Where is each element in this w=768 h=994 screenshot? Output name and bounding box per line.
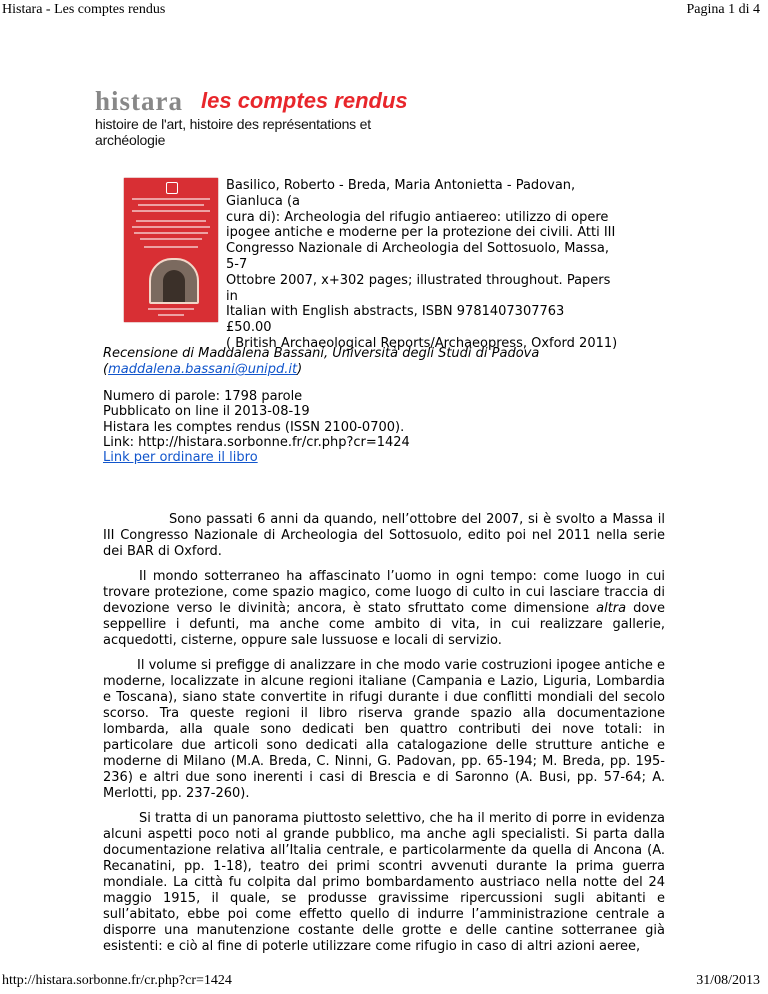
issn-line: Histara les comptes rendus (ISSN 2100-0700). <box>103 419 405 435</box>
book-line: ipogee antiche e moderne per la protezione dei civili. Atti III <box>226 225 616 241</box>
book-bibliographic-info <box>226 178 626 352</box>
logo-histara-word: histara <box>95 86 183 116</box>
cover-arch-photo <box>149 258 199 304</box>
reviewer-email-link[interactable]: maddalena.bassani@unipd.it <box>108 362 298 377</box>
logo-tagline: histoire de l'art, histoire des représentations et archéologie <box>95 116 371 148</box>
book-publisher: ( British Archaeological Reports/Archaeopress, Oxford 2011) <box>226 335 618 351</box>
print-header-page-number: Pagina 1 di 4 <box>686 2 760 17</box>
paragraph: Sono passati 6 anni da quando, nell’ottobre del 2007, si è svolto a Massa il III Congresso Nazionale di Archeologia del Sottosuolo, edito poi nel 2011 nella serie dei BAR di Oxford. <box>103 512 665 559</box>
review-body <box>103 512 665 964</box>
book-cover-image <box>124 178 218 322</box>
book-line: cura di): Archeologia del rifugio antiaereo: utilizzo di opere <box>226 209 609 225</box>
book-price: £50.00 <box>226 320 272 336</box>
reviewer-info: Recensione di Maddalena Bassani, Università degli Studi di Padova (maddalena.bassani@unipd.it) <box>103 346 663 378</box>
order-book-link[interactable]: Link per ordinare il libro <box>103 450 258 466</box>
paragraph: Il volume si prefigge di analizzare in che modo varie costruzioni ipogee antiche e moderne, localizzate in alcune regioni italiane (Campania e Lazio, Liguria, Lombardia e Toscana), siano state convertite in rifugi durante i due conflitti mondiali del secolo scorso. Tra queste regioni il libro riserva grande spazio alla documentazione lombarda, alla quale sono dedicati ben quattro contributi dei nove totali: in particolare due articoli sono dedicati alla catalogazione delle strutture antiche e moderne di Milano (M.A. Breda, C. Ninni, G. Padovan, pp. 65-194; M. Breda, pp. 195-236) e altri due sono inerenti i casi di Brescia e di Saronno (A. Busi, pp. 57-64; A. Merlotti, pp. 237-260). <box>103 658 665 801</box>
print-header-title: Histara - Les comptes rendus <box>2 2 166 17</box>
reviewer-line: Recensione di Maddalena Bassani, Università degli Studi di Padova <box>103 346 540 361</box>
paragraph: Il mondo sotterraneo ha affascinato l’uomo in ogni tempo: come luogo in cui trovare protezione, come spazio magico, come luogo di culto in cui lasciare traccia di devozione verso le divinità; ancora, è stato sfruttato come dimensione altra dove seppellire i defunti, ma anche come ambito di vita, in cui realizzare gallerie, acquedotti, cisterne, oppure sale lussuose e locali di servizio. <box>103 569 665 648</box>
paragraph: Si tratta di un panorama piuttosto selettivo, che ha il merito di porre in evidenza alcuni aspetti poco noti al grande pubblico, ma anche agli specialisti. Si parta dalla documentazione relativa all’Italia centrale, e particolarmente da quella di Ancona (A. Recanatini, pp. 1-18), teatro dei primi scontri avvenuti durante la prima guerra mondiale. La città fu colpita dal primo bombardamento austriaco nella notte del 24 maggio 1915, il quale, se produsse gravissime ripercussioni sugli abitanti e sull’abitato, ebbe poi come effetto quello di indurre l’amministrazione centrale a disporre una manutenzione costante delle grotte e delle cantine sotterranee già esistenti: e ciò al fine di poterle utilizzare come rifugio in caso di altri azioni aeree, <box>103 811 665 954</box>
permalink-line: Link: http://histara.sorbonne.fr/cr.php?cr=1424 <box>103 434 410 450</box>
review-metadata <box>103 389 663 465</box>
book-line: Basilico, Roberto - Breda, Maria Antonietta - Padovan, Gianluca (a <box>226 178 576 209</box>
book-line: Italian with English abstracts, ISBN 9781407307763 <box>226 304 565 320</box>
word-count: Numero di parole: 1798 parole <box>103 389 303 404</box>
logo-comptes-rendus-word: les comptes rendus <box>201 88 408 113</box>
publish-date: Pubblicato on line il 2013-08-19 <box>103 404 310 420</box>
book-line: Congresso Nazionale di Archeologia del Sottosuolo, Massa, 5-7 <box>226 241 610 272</box>
print-footer-date: 31/08/2013 <box>696 973 760 988</box>
cover-emblem-icon <box>166 182 178 194</box>
print-footer-url: http://histara.sorbonne.fr/cr.php?cr=1424 <box>2 973 232 988</box>
book-line: Ottobre 2007, x+302 pages; illustrated throughout. Papers in <box>226 272 611 304</box>
histara-logo <box>95 86 425 148</box>
